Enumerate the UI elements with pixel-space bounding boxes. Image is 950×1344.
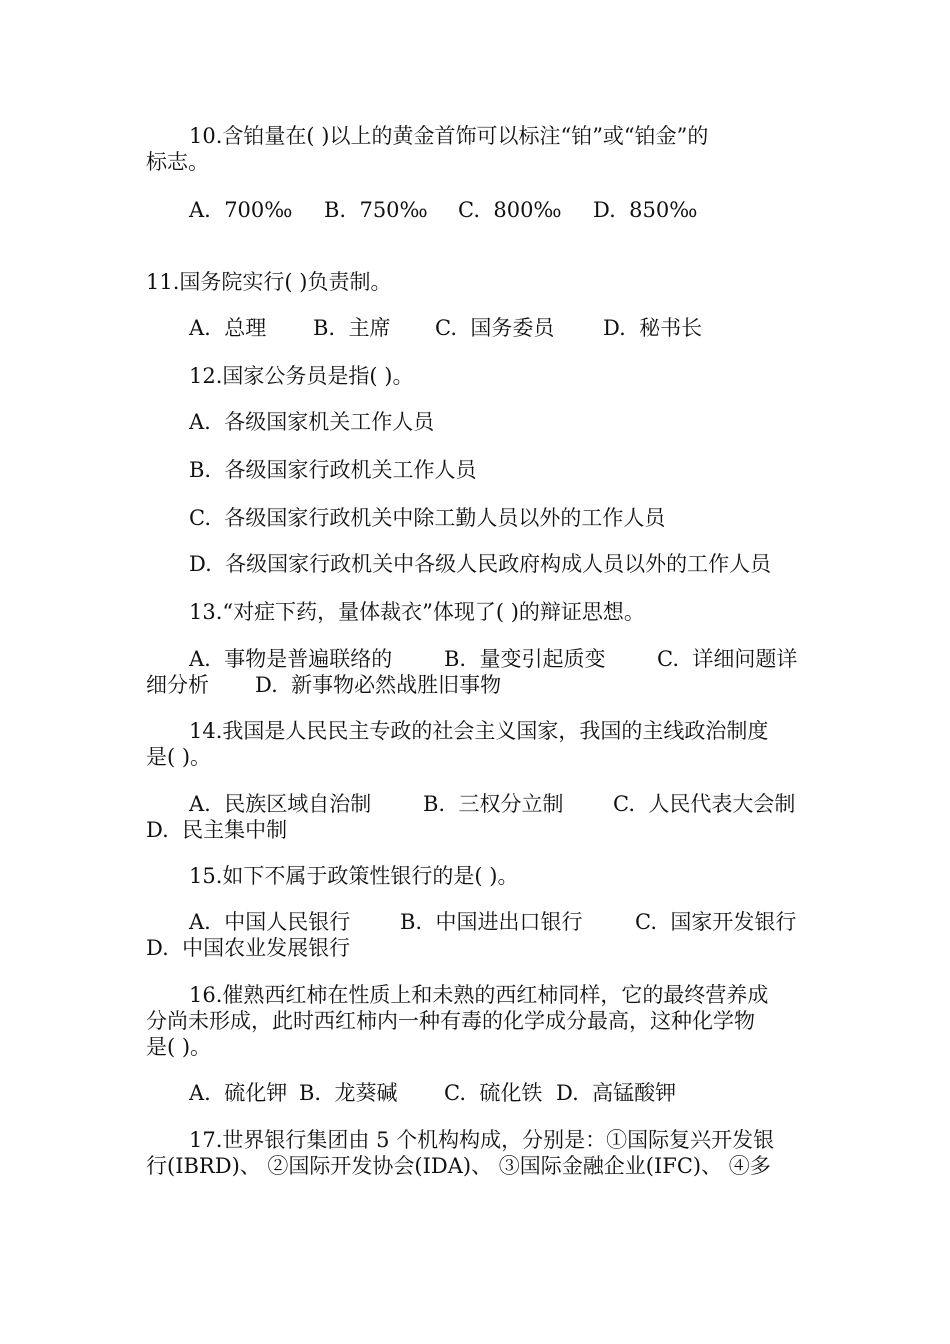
question-15-option-c: C. 国家开发银行 bbox=[635, 910, 797, 934]
question-14-option-d: D. 民主集中制 bbox=[146, 818, 288, 842]
question-16-stem-line-3: 是( )。 bbox=[146, 1035, 212, 1059]
question-12-option-c: C. 各级国家行政机关中除工勤人员以外的工作人员 bbox=[189, 506, 666, 530]
question-11-stem-line-1: 11.国务院实行( )负责制。 bbox=[146, 270, 392, 294]
question-17-stem-line-2: 行(IBRD)、 ②国际开发协会(IDA)、 ③国际金融企业(IFC)、 ④多 bbox=[146, 1154, 771, 1178]
question-10-option-b: B. 750‰ bbox=[324, 198, 428, 222]
question-14-option-c: C. 人民代表大会制 bbox=[613, 792, 796, 816]
question-13-stem-line-1: 13.“对症下药，量体裁衣”体现了( )的辩证思想。 bbox=[189, 600, 645, 624]
question-10-option-c: C. 800‰ bbox=[458, 198, 562, 222]
question-16-option-c: C. 硫化铁 bbox=[444, 1081, 543, 1105]
question-14-option-b: B. 三权分立制 bbox=[423, 792, 564, 816]
question-16-stem-line-2: 分尚未形成，此时西红柿内一种有毒的化学成分最高，这种化学物 bbox=[146, 1009, 755, 1033]
question-16-option-d: D. 高锰酸钾 bbox=[556, 1081, 677, 1105]
question-15-option-b: B. 中国进出口银行 bbox=[400, 910, 583, 934]
question-16-stem-line-1: 16.催熟西红柿在性质上和未熟的西红柿同样，它的最终营养成 bbox=[189, 983, 769, 1007]
question-16-option-a: A. 硫化钾 bbox=[189, 1081, 288, 1105]
question-15-stem-line-1: 15.如下不属于政策性银行的是( )。 bbox=[189, 864, 519, 888]
question-10-option-d: D. 850‰ bbox=[593, 198, 698, 222]
question-13-option-c: C. 详细问题详 bbox=[657, 647, 798, 671]
question-16-option-b: B. 龙葵碱 bbox=[299, 1081, 398, 1105]
question-12-option-d: D. 各级国家行政机关中各级人民政府构成人员以外的工作人员 bbox=[189, 552, 772, 576]
question-14-option-a: A. 民族区域自治制 bbox=[189, 792, 372, 816]
question-12-option-b: B. 各级国家行政机关工作人员 bbox=[189, 458, 477, 482]
question-17-stem-line-1: 17.世界银行集团由 5 个机构构成，分别是：①国际复兴开发银 bbox=[189, 1128, 775, 1152]
question-10-stem-line-1: 10.含铂量在( )以上的黄金首饰可以标注“铂”或“铂金”的 bbox=[189, 124, 709, 148]
question-13-option-d: D. 新事物必然战胜旧事物 bbox=[255, 673, 502, 697]
question-14-stem-line-2: 是( )。 bbox=[146, 745, 212, 769]
question-10-stem-line-2: 标志。 bbox=[146, 150, 209, 174]
question-15-option-a: A. 中国人民银行 bbox=[189, 910, 351, 934]
question-12-option-a: A. 各级国家机关工作人员 bbox=[189, 410, 435, 434]
question-13-option-c-continued: 细分析 bbox=[146, 673, 209, 697]
question-11-option-a: A. 总理 bbox=[189, 316, 267, 340]
question-10-option-a: A. 700‰ bbox=[189, 198, 293, 222]
question-12-stem-line-1: 12.国家公务员是指( )。 bbox=[189, 364, 414, 388]
question-15-option-d: D. 中国农业发展银行 bbox=[146, 936, 351, 960]
question-14-stem-line-1: 14.我国是人民民主专政的社会主义国家，我国的主线政治制度 bbox=[189, 719, 769, 743]
question-13-option-b: B. 量变引起质变 bbox=[444, 647, 606, 671]
question-11-option-c: C. 国务委员 bbox=[435, 316, 555, 340]
question-13-option-a: A. 事物是普遍联络的 bbox=[189, 647, 393, 671]
question-11-option-b: B. 主席 bbox=[313, 316, 391, 340]
question-11-option-d: D. 秘书长 bbox=[603, 316, 703, 340]
